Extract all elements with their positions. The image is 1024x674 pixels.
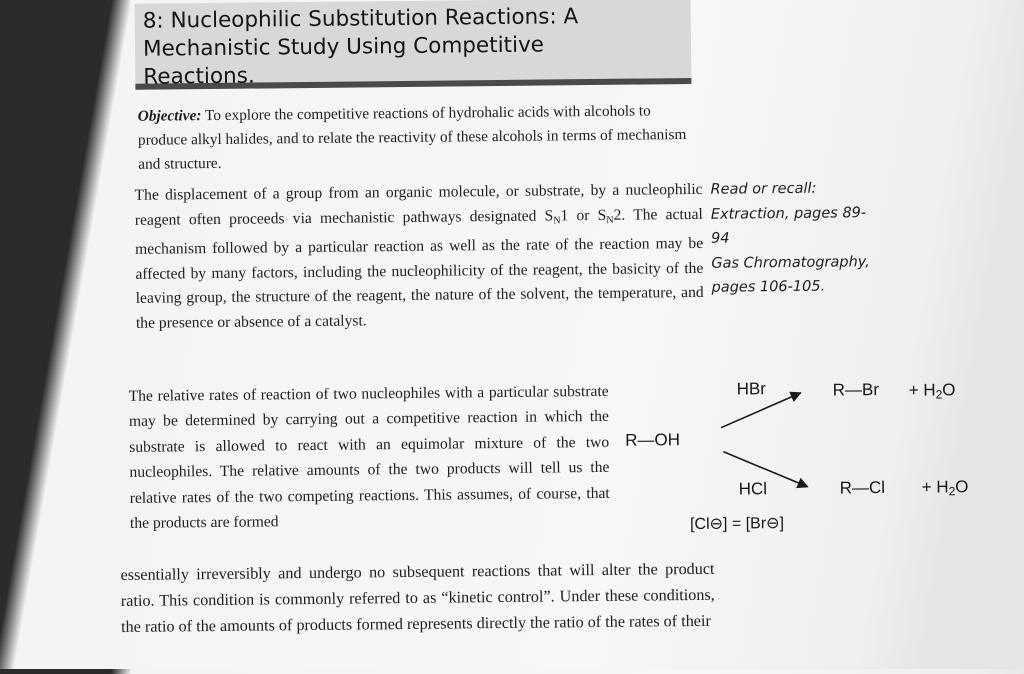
margin-note-line-2: Extraction, pages 89- — [710, 204, 867, 223]
p1-sub-2: N — [606, 214, 614, 226]
reagent-hcl: HCl — [738, 479, 768, 499]
p1-sub-1: N — [553, 214, 561, 227]
paragraph-kinetic-control: essentially irreversibly and undergo no subsequent reactions that will alter the product ratio. This condition is commonly referred to as “kinetic control”. Under these conditions, the ratio of the amounts of products formed represents directly the ratio of the rates of their — [120, 559, 715, 636]
reactant-alcohol: R—OH — [625, 430, 681, 450]
p1-text-a: The displacement of a group from an organic molecule, or substrate, by a nucleophilic reagent often proceeds via mechanistic pathways designated S — [134, 180, 703, 229]
equimolar-condition: [Cl⊖] = [Br⊖] — [689, 515, 785, 534]
water-top: + $H_2O$ — [908, 380, 956, 402]
reagent-hbr: HBr — [736, 379, 767, 399]
paragraph-relative-rates: The relative rates of reaction of two nucleophiles with a particular substrate may be determined by carrying out a competitive reaction in which the substrate is allowed to react with an equimolar mixture of the two nucleophiles. The relative amounts of the two products will tell us the relative rates of the two competing reactions. This assumes, of course, that the products are formed — [128, 382, 610, 532]
margin-note-line-1: Read or recall: — [710, 180, 817, 198]
margin-note-line-4: Gas Chromatography, — [711, 253, 870, 272]
plus-sign-bottom: + — [921, 477, 932, 497]
objective-label: Objective: — [137, 107, 202, 125]
margin-note-line-5: pages 106-105. — [711, 278, 826, 297]
p1-text-b: 1 or S — [560, 206, 607, 224]
margin-note-line-3: 94 — [710, 230, 730, 247]
product-alkyl-bromide: R—Br — [832, 380, 880, 400]
chapter-title-line-1: 8: Nucleophilic Substitution Reactions: A — [142, 4, 579, 34]
plus-sign-top: + — [908, 380, 919, 400]
chapter-title-line-3: Reactions. — [143, 63, 255, 90]
water-bottom: + $H_2O$ — [921, 477, 969, 499]
p1-text-c: 2. The actual mechanism followed by a particular reaction as well as the rate of the reaction may be affected by many factors, including the nucleophilicity of the reagent, the basicity of the leaving group, the structure of the reagent, the nature of the solvent, the temperature, and the presence or absence of a catalyst. — [135, 205, 704, 332]
product-alkyl-chloride: R—Cl — [839, 477, 886, 498]
chapter-title-line-2: Mechanistic Study Using Competitive — [142, 32, 545, 62]
objective-text: To explore the competitive reactions of hydrohalic acids with alcohols to produce alkyl halides, and to relate the reactivity of these alcohols in terms of mechanism and structure. — [137, 102, 687, 173]
